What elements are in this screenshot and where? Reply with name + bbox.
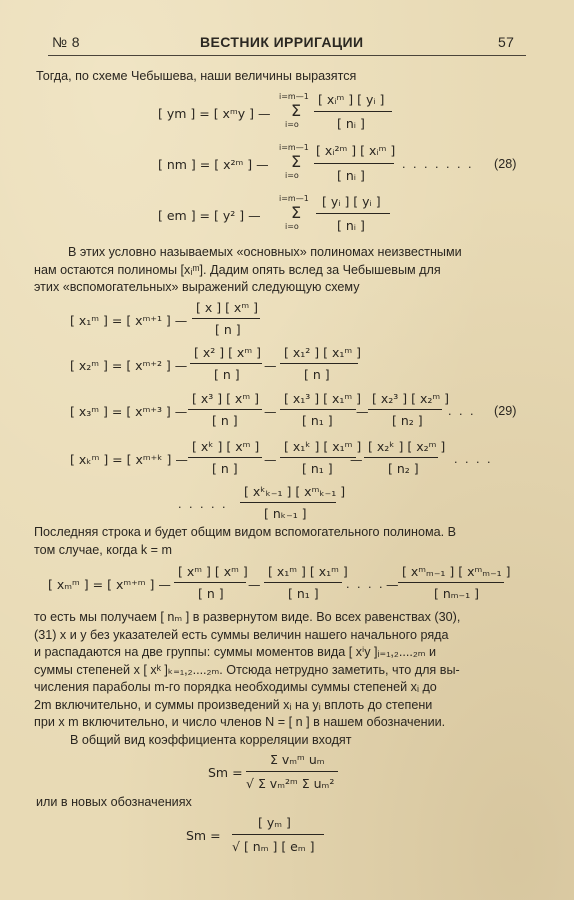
para2-line-1: В этих условно называемых «основных» полиномах неизвестными xyxy=(68,245,462,259)
eq30-t3-den: [ nₘ₋₁ ] xyxy=(434,586,480,601)
eq28-row3-den: [ nᵢ ] xyxy=(337,218,365,233)
eq30-dots: . . . . xyxy=(346,577,385,591)
eq29-row3-minus-1: — xyxy=(264,404,277,419)
eq28-row1-sum-bot: i=o xyxy=(285,120,299,129)
eq28-row1-sum-top: i=m—1 xyxy=(279,92,309,101)
eq-sm1-lhs: Sm = xyxy=(208,765,243,780)
eq29-row4-t2-bar xyxy=(280,457,356,458)
eq29-row3-t2-den: [ n₁ ] xyxy=(302,413,333,428)
para4-line-4: суммы степеней x [ xᵏ ]ₖ₌₁,₂....₂ₘ. Отсюда нетрудно заметить, что для вы- xyxy=(34,662,460,677)
eq29-row1-lhs: [ x₁ᵐ ] = [ xᵐ⁺¹ ] — xyxy=(70,313,188,328)
eq30-t2-den: [ n₁ ] xyxy=(288,586,319,601)
eq29-row2-lhs: [ x₂ᵐ ] = [ xᵐ⁺² ] — xyxy=(70,358,188,373)
eq30-t1-den: [ n ] xyxy=(198,586,224,601)
para4-line-1: то есть мы получаем [ nₘ ] в развернутом виде. Во всех равенствах (30), xyxy=(34,610,461,624)
eq28-row2-sigma: Σ xyxy=(291,152,302,171)
eq29-row5-dots: . . . . . xyxy=(178,497,228,511)
eq29-row3-t3-den: [ n₂ ] xyxy=(392,413,423,428)
paragraph-new-notation: или в новых обозначениях xyxy=(36,795,192,809)
eq29-row4-t3-bar xyxy=(364,457,438,458)
eq29-row1-t1-num: [ x ] [ xᵐ ] xyxy=(196,300,258,315)
eq-sm2-lhs: Sm = xyxy=(186,828,221,843)
para4-line-5: числения параболы m-го порядка необходимы суммы степеней xᵢ до xyxy=(34,680,437,694)
eq29-row4-t3-num: [ x₂ᵏ ] [ x₂ᵐ ] xyxy=(368,439,446,454)
para2-line-2: нам остаются полиномы [xᵢᵐ]. Дадим опять вслед за Чебышевым для xyxy=(34,262,441,277)
eq28-row2-bar xyxy=(314,163,394,164)
eq29-row4-minus-1: — xyxy=(264,452,277,467)
eq30-t1-bar xyxy=(174,582,246,583)
eq-sm2-bar xyxy=(232,834,324,835)
eq28-row2-num: [ xᵢ²ᵐ ] [ xᵢᵐ ] xyxy=(316,143,396,158)
eq29-row4-t3-den: [ n₂ ] xyxy=(388,461,419,476)
page-number: 57 xyxy=(498,34,515,50)
eq-sm1-num: Σ vₘᵐ uₘ xyxy=(270,752,325,767)
paragraph-basic-polynomials xyxy=(34,244,526,297)
eq28-row2-sum-bot: i=o xyxy=(285,171,299,180)
para4-line-3: и распадаются на две группы: суммы моментов вида [ xⁱy ]ᵢ₌₁,₂....₂ₘ и xyxy=(34,645,437,659)
eq30-t3-num: [ xᵐₘ₋₁ ] [ xᵐₘ₋₁ ] xyxy=(402,564,511,579)
eq-sm1-bar xyxy=(246,771,338,772)
paragraph-expanded-form xyxy=(34,609,526,732)
eq30-t2-bar xyxy=(264,582,342,583)
eq29-row3-t3-num: [ x₂³ ] [ x₂ᵐ ] xyxy=(372,391,449,406)
para4-line-2: (31) x и y без указателей есть суммы величин нашего начального ряда xyxy=(34,627,449,642)
eq29-row4-t2-num: [ x₁ᵏ ] [ x₁ᵐ ] xyxy=(284,439,362,454)
eq28-row1-den: [ nᵢ ] xyxy=(337,116,365,131)
eq28-row1-num: [ xᵢᵐ ] [ yᵢ ] xyxy=(318,92,385,107)
eq29-row2-t1-bar xyxy=(190,363,262,364)
eq29-row3-t1-num: [ x³ ] [ xᵐ ] xyxy=(192,391,259,406)
para3-line-2: том случае, когда k = m xyxy=(34,542,172,557)
eq28-row1-sigma: Σ xyxy=(291,101,302,120)
eq-sm2-den: √ [ nₘ ] [ eₘ ] xyxy=(232,839,315,854)
eq29-row2-t1-num: [ x² ] [ xᵐ ] xyxy=(194,345,261,360)
eq29-row3-dots: . . . xyxy=(448,404,476,418)
eq30-t3-bar xyxy=(398,582,504,583)
eq29-row2-minus: — xyxy=(264,358,277,373)
eq29-row3-t2-bar xyxy=(280,409,356,410)
paragraph-correlation: В общий вид коэффициента корреляции входят xyxy=(70,733,352,747)
para2-line-3: этих «вспомогательных» выражений следующую схему xyxy=(34,280,360,294)
eq28-number: (28) xyxy=(494,157,517,171)
eq28-row3-sigma: Σ xyxy=(291,203,302,222)
eq28-row3-sum-bot: i=o xyxy=(285,222,299,231)
eq29-row5-den: [ nₖ₋₁ ] xyxy=(264,506,307,521)
eq29-row4-minus-2: — xyxy=(350,452,363,467)
eq28-row3-bar xyxy=(316,213,390,214)
eq28-row2-lhs: [ nm ] = [ x²ᵐ ] — xyxy=(158,157,269,172)
eq28-row1-lhs: [ ym ] = [ xᵐy ] — xyxy=(158,106,271,121)
eq29-row4-t1-den: [ n ] xyxy=(212,461,238,476)
eq30-lhs: [ xₘᵐ ] = [ xᵐ⁺ᵐ ] — xyxy=(48,577,171,592)
eq29-row3-t1-den: [ n ] xyxy=(212,413,238,428)
eq29-row2-t2-num: [ x₁² ] [ x₁ᵐ ] xyxy=(284,345,361,360)
paragraph-last-row xyxy=(34,524,526,559)
eq30-t1-num: [ xᵐ ] [ xᵐ ] xyxy=(178,564,248,579)
eq28-row1-bar xyxy=(314,111,392,112)
eq30-t2-num: [ x₁ᵐ ] [ x₁ᵐ ] xyxy=(268,564,348,579)
para3-line-1: Последняя строка и будет общим видом вспомогательного полинома. В xyxy=(34,525,457,539)
eq29-number: (29) xyxy=(494,404,517,418)
eq28-row2-den: [ nᵢ ] xyxy=(337,168,365,183)
eq-sm1-den: √ Σ vₘ²ᵐ Σ uₘ² xyxy=(246,776,335,791)
eq29-row2-t2-den: [ n ] xyxy=(304,367,330,382)
header-rule xyxy=(48,55,526,56)
intro-line: Тогда, по схеме Чебышева, наши величины выразятся xyxy=(36,69,357,83)
eq29-row3-t1-bar xyxy=(188,409,262,410)
eq28-row3-sum-top: i=m—1 xyxy=(279,194,309,203)
eq29-row1-t1-den: [ n ] xyxy=(215,322,241,337)
eq30-minus-1: — xyxy=(248,577,261,592)
eq28-row3-lhs: [ em ] = [ y² ] — xyxy=(158,208,261,223)
eq29-row3-minus-2: — xyxy=(356,404,369,419)
eq29-row2-t2-bar xyxy=(280,363,358,364)
eq29-row3-t3-bar xyxy=(368,409,442,410)
eq30-minus-2: — xyxy=(386,577,399,592)
eq29-row1-t1-bar xyxy=(192,318,260,319)
para4-line-6: 2m включительно, и суммы произведений xᵢ на yᵢ вплоть до степени xyxy=(34,697,433,712)
journal-title: ВЕСТНИК ИРРИГАЦИИ xyxy=(200,34,364,50)
issue-number: № 8 xyxy=(52,34,80,50)
eq29-row4-lhs: [ xₖᵐ ] = [ xᵐ⁺ᵏ ] — xyxy=(70,452,188,467)
eq29-row2-t1-den: [ n ] xyxy=(214,367,240,382)
eq29-row4-t1-bar xyxy=(188,457,262,458)
eq28-row3-num: [ yᵢ ] [ yᵢ ] xyxy=(322,194,381,209)
eq29-row5-num: [ xᵏₖ₋₁ ] [ xᵐₖ₋₁ ] xyxy=(244,484,346,499)
eq29-row3-t2-num: [ x₁³ ] [ x₁ᵐ ] xyxy=(284,391,361,406)
eq29-row4-t2-den: [ n₁ ] xyxy=(302,461,333,476)
eq28-row2-sum-top: i=m—1 xyxy=(279,143,309,152)
eq29-row4-t1-num: [ xᵏ ] [ xᵐ ] xyxy=(192,439,260,454)
eq29-row4-dots: . . . . xyxy=(454,452,493,466)
eq29-row5-bar xyxy=(240,502,336,503)
para4-line-7: при x m включительно, и число членов N = [ n ] в нашем обозначении. xyxy=(34,715,446,729)
eq-sm2-num: [ yₘ ] xyxy=(258,815,291,830)
eq29-row3-lhs: [ x₃ᵐ ] = [ xᵐ⁺³ ] — xyxy=(70,404,188,419)
eq28-dots: . . . . . . . xyxy=(402,157,474,171)
